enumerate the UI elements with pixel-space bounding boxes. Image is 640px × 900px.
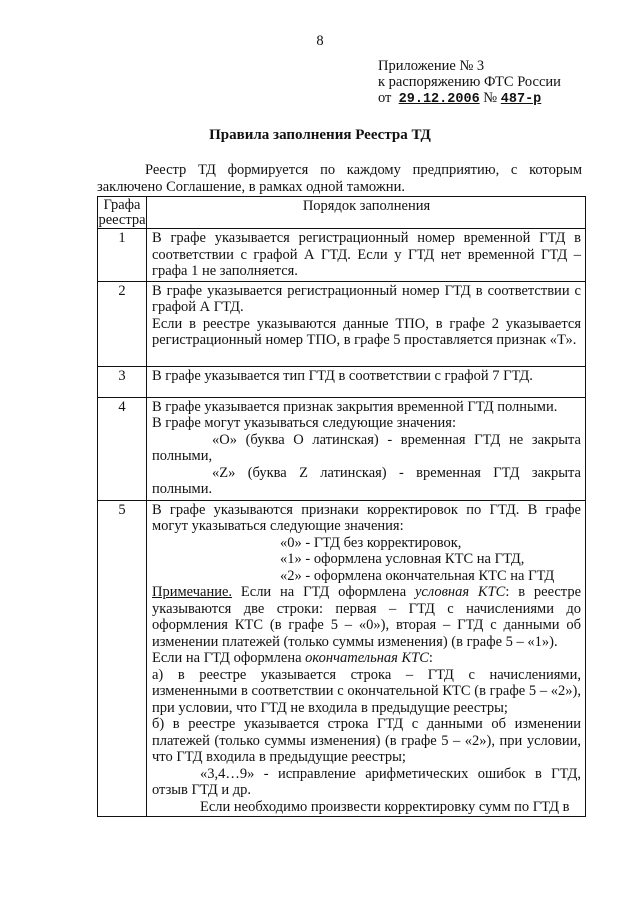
final-italic: окончательная КТС [305, 650, 429, 666]
table-row [98, 397, 586, 500]
row-number: 3 [98, 366, 147, 397]
row-text: В графе указывается тип ГТД в соответствии с графой 7 ГТД. [152, 367, 533, 384]
table-row [98, 500, 586, 817]
intro-paragraph [97, 162, 582, 195]
appendix-from-label: от [378, 90, 392, 106]
row-value-1: «1» - оформлена условная КТС на ГТД, [280, 551, 525, 567]
row-number: 4 [98, 397, 147, 500]
row-value-z: «Z» (буква Z латинская) - временная ГТД закрыта полными. [152, 464, 581, 497]
table-row [98, 281, 586, 366]
row-item-c: «3,4…9» - исправление арифметических ошибок в ГТД, отзыв ГТД и др. [152, 765, 581, 798]
row-content [147, 229, 586, 282]
table-header-row [98, 197, 586, 229]
row-content [147, 281, 586, 366]
appendix-date: 29.12.2006 [398, 92, 480, 107]
row-content [147, 366, 586, 397]
note-italic: условная КТС [414, 584, 506, 600]
appendix-line-2: к распоряжению ФТС России [378, 74, 561, 90]
row-content [147, 397, 586, 500]
appendix-number-label: № [483, 90, 498, 106]
row-text: Если в реестре указываются данные ТПО, в графе 2 указывается регистрационный номер ТПО, в графе 5 проставляется признак «Т». [152, 315, 581, 348]
note-label: Примечание. [152, 584, 233, 600]
appendix-line-1: Приложение № 3 [378, 58, 485, 74]
row-last-line: Если необходимо произвести корректировку сумм по ГТД в [200, 798, 570, 815]
row-number: 1 [98, 229, 147, 282]
appendix-number: 487-р [500, 92, 542, 107]
table-row [98, 366, 586, 397]
appendix-line-3 [378, 90, 608, 106]
row-item-a: а) в реестре указывается строка – ГТД с начислениями, измененными в соответствии с окончательной КТС (в графе 5 – «2»), при условии, что ГТД не входила в предыдущие реестры; [152, 666, 581, 716]
page-number: 8 [316, 33, 324, 49]
row-text: В графе указывается регистрационный номер временной ГТД в соответствии с графой А ГТД. Если у ГТД нет временной ГТД – графа 1 не заполняется. [152, 230, 581, 279]
row-content [147, 500, 586, 817]
row-text: В графе указываются признаки корректировок по ГТД. В графе могут указываться следующие значения: [152, 501, 581, 534]
final-text-a: Если на ГТД оформлена [152, 650, 306, 666]
header-column-procedure: Порядок заполнения [147, 197, 586, 229]
row-final-kts [152, 650, 581, 667]
row-value-o: «O» (буква О латинская) - временная ГТД не закрыта полными, [152, 431, 581, 464]
header-column-number: Графа реестра [98, 197, 146, 228]
table-row [98, 229, 586, 282]
row-text: В графе указывается признак закрытия временной ГТД полными. [152, 398, 558, 415]
registry-rules-table [97, 196, 586, 817]
note-text-b: : в реестре указываются две строки: первая – ГТД с начислениями до оформления КТС (в графе 5 – «0»), вторая – ГТД с данными об изменении платежей (только суммы изменения) (в графе 5 – «1»). [152, 584, 582, 650]
row-text: В графе указывается регистрационный номер ГТД в соответствии с графой А ГТД. [152, 282, 581, 315]
row-item-b: б) в реестре указывается строка ГТД с данными об изменении платежей (только суммы изменения) (в графе 5 – «2»), при условии, что ГТД входила в предыдущие реестры; [152, 716, 581, 765]
appendix-block [378, 58, 608, 106]
final-text-b: : [428, 650, 433, 666]
row-value-0: «0» - ГТД без корректировок, [280, 534, 462, 551]
document-title: Правила заполнения Реестра ТД [209, 127, 431, 143]
row-text: В графе могут указываться следующие значения: [152, 415, 456, 431]
intro-text: Реестр ТД формируется по каждому предприятию, с которым заключено Соглашение, в рамках одной таможни. [97, 162, 582, 195]
note-text-a: Если на ГТД оформлена [232, 584, 415, 600]
row-value-2: «2» - оформлена окончательная КТС на ГТД [280, 567, 555, 584]
row-note [152, 584, 581, 650]
row-number: 5 [98, 500, 147, 817]
row-number: 2 [98, 281, 147, 366]
